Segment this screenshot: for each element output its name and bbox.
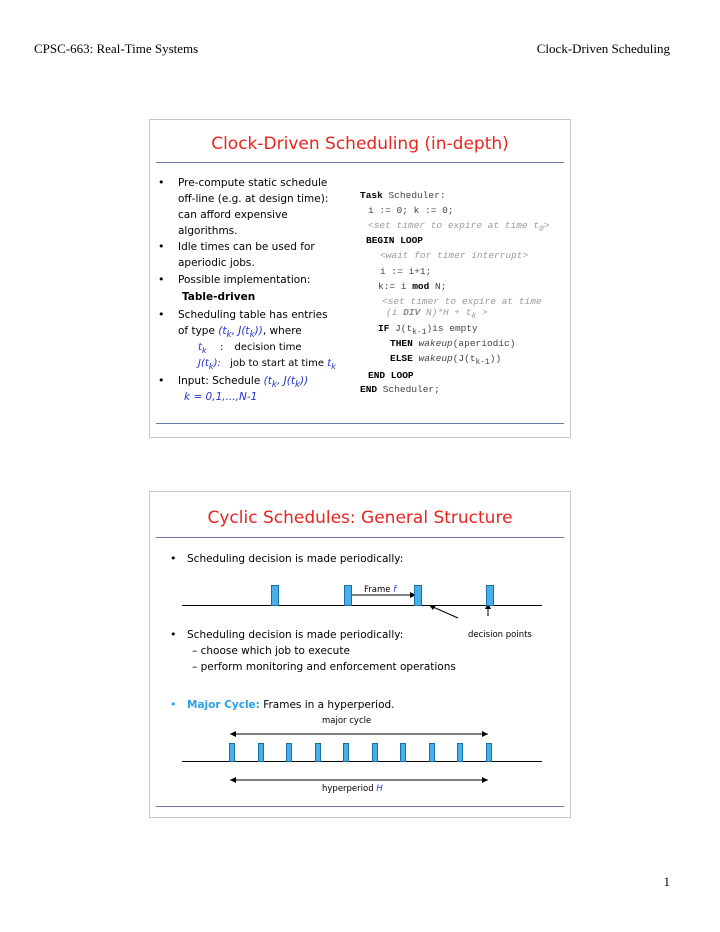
bullet-icon: • xyxy=(158,308,165,321)
code-line: END LOOP xyxy=(368,370,414,381)
bullet-icon: • xyxy=(158,374,165,387)
footer-rule xyxy=(156,423,564,424)
def-tk: $t_k$ : decision time xyxy=(198,342,302,355)
bullet-text: can afford expensive xyxy=(178,209,288,221)
bullet-text: algorithms. xyxy=(178,225,238,237)
code-line: k:= i mod N; xyxy=(378,281,447,292)
code-line: i := 0; k := 0; xyxy=(368,205,454,216)
bullet-text: Idle times can be used for xyxy=(178,241,315,253)
slide-title: Clock-Driven Scheduling (in-depth) xyxy=(211,134,509,154)
dash-item: – perform monitoring and enforcement operations xyxy=(192,661,456,673)
bullet-text: aperiodic jobs. xyxy=(178,257,255,269)
frame-pulse xyxy=(457,743,463,762)
frame-pulse xyxy=(343,743,349,762)
header-course: CPSC-663: Real-Time Systems xyxy=(34,41,199,56)
slide-cyclic-schedules xyxy=(149,491,571,818)
bullet-icon: • xyxy=(158,176,165,189)
frame-pulse xyxy=(486,743,492,762)
bullet-text: Scheduling decision is made periodically: xyxy=(187,629,404,641)
bullet-text: Input: Schedule ($t_k$, $J(t_k)$) xyxy=(178,375,309,391)
bullet-text: Pre-compute static schedule xyxy=(178,177,328,189)
hyperperiod-label: hyperperiod H xyxy=(322,784,383,794)
bullet-icon: • xyxy=(158,240,165,253)
code-line: (i DIV $N)*H + t_k$ > xyxy=(386,307,488,321)
major-cycle-label: major cycle xyxy=(322,716,372,726)
frame-pulse xyxy=(229,743,235,762)
table-driven-label: Table-driven xyxy=(182,291,256,303)
dash-item: – choose which job to execute xyxy=(192,645,350,657)
bullet-text: Scheduling table has entries xyxy=(178,309,328,321)
frame-label: Frame f xyxy=(364,585,397,595)
bullet-icon: • xyxy=(170,552,177,565)
bullet-text: Scheduling decision is made periodically: xyxy=(187,553,404,565)
code-line: END Scheduler; xyxy=(360,384,440,395)
bullet-text: off-line (e.g. at design time): xyxy=(178,193,329,205)
slide-title: Cyclic Schedules: General Structure xyxy=(207,508,513,528)
code-line: <set timer to expire at time $t_0>$ xyxy=(368,220,550,234)
frame-pulse xyxy=(429,743,435,762)
bullet-text: Major Cycle: Frames in a hyperperiod. xyxy=(187,699,395,711)
code-line: <wait for timer interrupt> xyxy=(380,250,529,261)
frame-pulse xyxy=(400,743,406,762)
page-number: 1 xyxy=(663,874,670,889)
code-line: BEGIN LOOP xyxy=(366,235,424,246)
footer-rule xyxy=(156,806,564,807)
code-line: <set timer to expire at time xyxy=(382,296,542,307)
bullet-text: of type ($t_k$, $J(t_k)$), where xyxy=(178,325,302,341)
header-topic: Clock-Driven Scheduling xyxy=(536,41,670,56)
bullet-text: Possible implementation: xyxy=(178,274,311,286)
frame-pulse xyxy=(372,743,378,762)
major-cycle-diagram xyxy=(150,492,570,817)
frame-pulse xyxy=(258,743,264,762)
bullet-icon: • xyxy=(170,698,177,711)
code-line: Task Scheduler: xyxy=(360,190,446,201)
code-line: ELSE $wakeup(J(t_{k-1}))$ xyxy=(390,353,502,367)
code-line: i := i+1; xyxy=(380,266,432,277)
def-jtk: $J(t_k)$: job to start at time $t_k$ xyxy=(198,358,336,371)
slide-clock-driven xyxy=(149,119,571,438)
code-line: THEN wakeup(aperiodic) xyxy=(390,338,516,349)
index-range: k = 0,1,...,N-1 xyxy=(184,391,258,403)
bullet-icon: • xyxy=(158,273,165,286)
decision-points-label: decision points xyxy=(468,630,532,640)
frame-pulse xyxy=(315,743,321,762)
code-line: IF $J(t_{k-1})is$ empty xyxy=(378,323,478,337)
title-rule xyxy=(156,162,564,163)
frame-pulse xyxy=(286,743,292,762)
bullet-icon: • xyxy=(170,628,177,641)
